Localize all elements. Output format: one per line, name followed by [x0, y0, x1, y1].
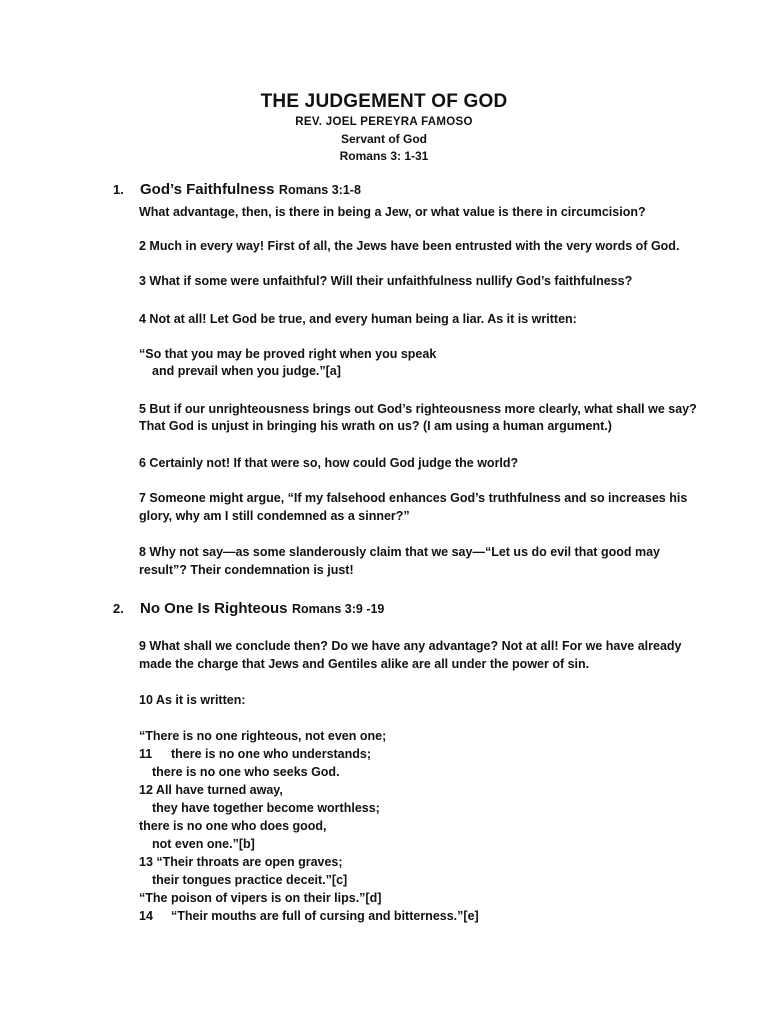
- section-number: 1.: [113, 182, 124, 197]
- text-line: result”? Their condemnation is just!: [139, 563, 354, 577]
- text-line: That God is unjust in bringing his wrath on us? (I am using a human argument.): [139, 419, 612, 433]
- verse-number: 11: [139, 747, 153, 761]
- text-line: 4 Not at all! Let God be true, and every human being a liar. As it is written:: [139, 312, 577, 326]
- section-reference: Romans 3:9 -19: [291, 602, 385, 616]
- text-line: glory, why am I still condemned as a sinner?”: [139, 509, 410, 523]
- text-line: 9 What shall we conclude then? Do we have any advantage? Not at all! For we have already: [139, 639, 682, 653]
- text-line: [139, 908, 479, 925]
- text-line: “The poison of vipers is on their lips.”[d]: [139, 891, 382, 905]
- section-title: God’s Faithfulness: [140, 181, 275, 198]
- text-line: their tongues practice deceit.”[c]: [152, 873, 348, 887]
- document-title: THE JUDGEMENT OF GOD: [260, 91, 508, 112]
- text-line: there is no one who seeks God.: [152, 765, 340, 779]
- text-line: there is no one who does good,: [139, 819, 327, 833]
- text-line: [139, 746, 371, 763]
- author-name: REV. JOEL PEREYRA FAMOSO: [295, 116, 473, 128]
- section-heading: [140, 600, 384, 618]
- text-line: 13 “Their throats are open graves;: [139, 855, 343, 869]
- text-line: not even one.”[b]: [152, 837, 255, 851]
- text-line: 2 Much in every way! First of all, the Jews have been entrusted with the very words of God.: [139, 239, 680, 253]
- text-line: 3 What if some were unfaithful? Will their unfaithfulness nullify God’s faithfulness?: [139, 274, 633, 288]
- text-line: What advantage, then, is there in being a Jew, or what value is there in circumcision?: [139, 205, 646, 219]
- document-header: [0, 90, 768, 165]
- text-line: made the charge that Jews and Gentiles alike are all under the power of sin.: [139, 657, 590, 671]
- section-number: 2.: [113, 601, 124, 616]
- text-line: they have together become worthless;: [152, 801, 380, 815]
- text-line: “There is no one righteous, not even one;: [139, 729, 387, 743]
- text-line: 8 Why not say—as some slanderously claim that we say—“Let us do evil that good may: [139, 545, 660, 559]
- verse-number: 14: [139, 909, 153, 923]
- text-line: 10 As it is written:: [139, 693, 246, 707]
- text-line: 6 Certainly not! If that were so, how could God judge the world?: [139, 456, 519, 470]
- verse-text: “Their mouths are full of cursing and bitterness.”[e]: [171, 909, 479, 923]
- author-title: Servant of God: [340, 132, 427, 146]
- text-line: 12 All have turned away,: [139, 783, 283, 797]
- text-line: 5 But if our unrighteousness brings out God’s righteousness more clearly, what shall we say?: [139, 402, 697, 416]
- verse-text: there is no one who understands;: [171, 747, 372, 761]
- section-heading: [140, 181, 361, 199]
- text-line: “So that you may be proved right when you speak: [139, 347, 437, 361]
- text-line: and prevail when you judge.”[a]: [152, 364, 341, 378]
- text-line: 7 Someone might argue, “If my falsehood enhances God’s truthfulness and so increases his: [139, 491, 688, 505]
- section-title: No One Is Righteous: [140, 600, 288, 617]
- passage-reference: Romans 3: 1-31: [339, 149, 429, 163]
- section-reference: Romans 3:1-8: [278, 183, 361, 197]
